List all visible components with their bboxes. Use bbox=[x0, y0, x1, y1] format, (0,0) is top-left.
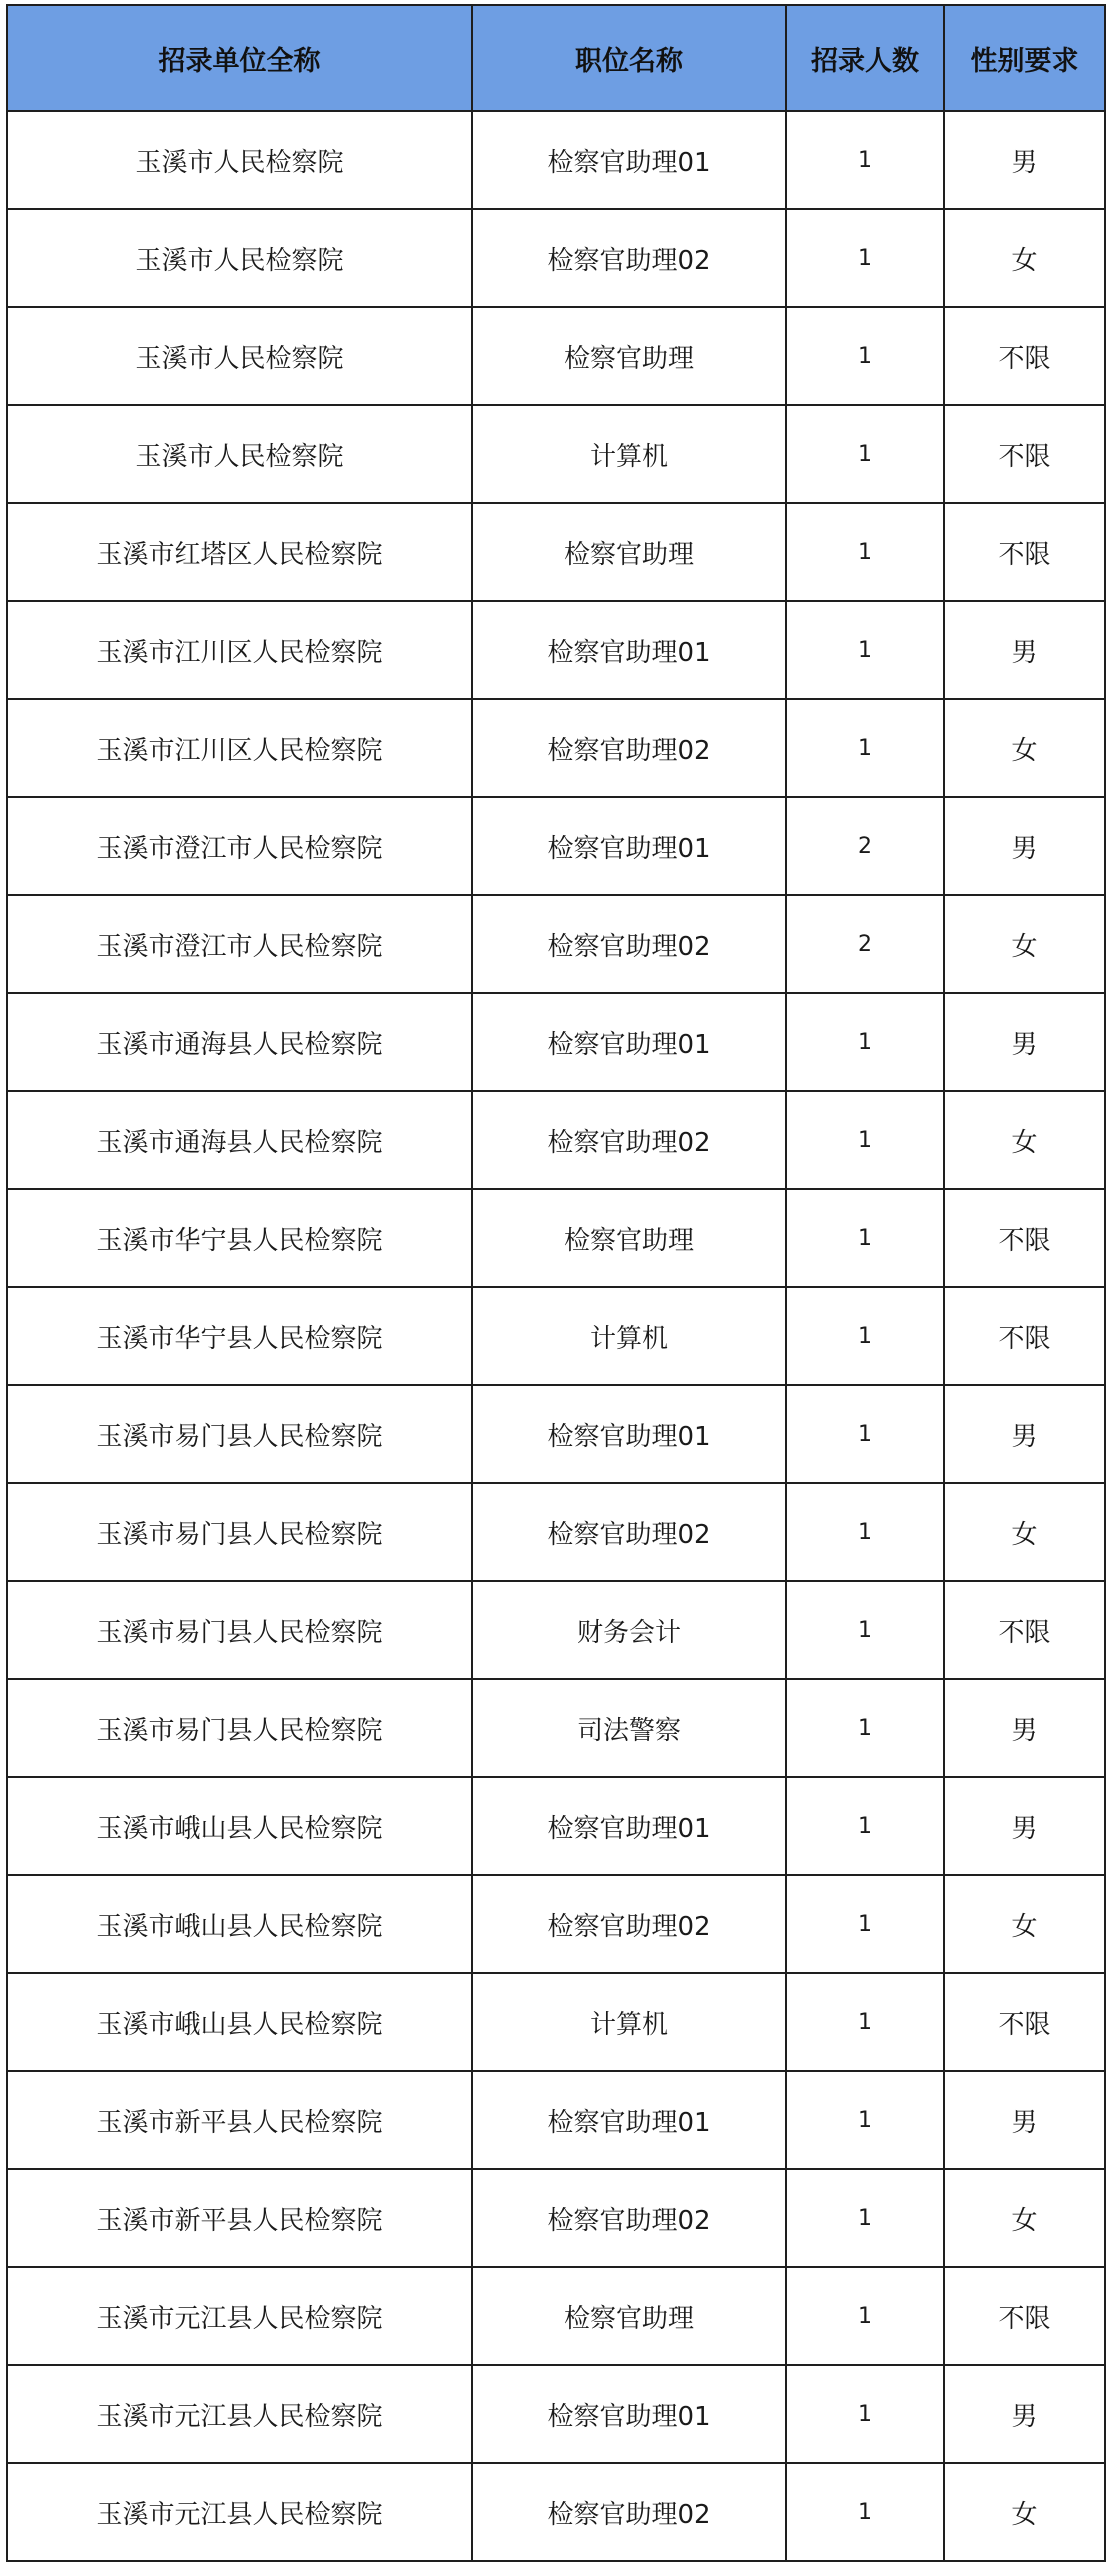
table-row bbox=[7, 993, 1105, 1091]
cell-unit-name: 玉溪市人民检察院 bbox=[7, 307, 472, 405]
cell-headcount: 1 bbox=[786, 1875, 944, 1973]
cell-unit-name: 玉溪市江川区人民检察院 bbox=[7, 601, 472, 699]
cell-gender-requirement: 男 bbox=[944, 1679, 1105, 1777]
cell-unit-name: 玉溪市易门县人民检察院 bbox=[7, 1385, 472, 1483]
cell-gender-requirement: 男 bbox=[944, 1385, 1105, 1483]
cell-position-name: 检察官助理01 bbox=[472, 1777, 786, 1875]
cell-position-name: 检察官助理02 bbox=[472, 1483, 786, 1581]
cell-position-name: 检察官助理01 bbox=[472, 111, 786, 209]
cell-position-name: 检察官助理 bbox=[472, 2267, 786, 2365]
cell-gender-requirement: 不限 bbox=[944, 2267, 1105, 2365]
table-row bbox=[7, 1287, 1105, 1385]
cell-unit-name: 玉溪市峨山县人民检察院 bbox=[7, 1973, 472, 2071]
header-headcount: 招录人数 bbox=[786, 5, 944, 111]
table-row bbox=[7, 2267, 1105, 2365]
cell-unit-name: 玉溪市新平县人民检察院 bbox=[7, 2071, 472, 2169]
cell-gender-requirement: 男 bbox=[944, 2365, 1105, 2463]
table-header-row bbox=[7, 5, 1105, 111]
cell-gender-requirement: 女 bbox=[944, 895, 1105, 993]
cell-position-name: 检察官助理02 bbox=[472, 895, 786, 993]
cell-gender-requirement: 不限 bbox=[944, 1973, 1105, 2071]
cell-position-name: 计算机 bbox=[472, 1973, 786, 2071]
table-row bbox=[7, 307, 1105, 405]
cell-headcount: 1 bbox=[786, 601, 944, 699]
cell-unit-name: 玉溪市澄江市人民检察院 bbox=[7, 797, 472, 895]
cell-position-name: 检察官助理02 bbox=[472, 1875, 786, 1973]
cell-headcount: 1 bbox=[786, 2267, 944, 2365]
cell-gender-requirement: 女 bbox=[944, 209, 1105, 307]
cell-unit-name: 玉溪市易门县人民检察院 bbox=[7, 1679, 472, 1777]
cell-position-name: 计算机 bbox=[472, 405, 786, 503]
cell-gender-requirement: 不限 bbox=[944, 1189, 1105, 1287]
cell-gender-requirement: 女 bbox=[944, 2169, 1105, 2267]
cell-position-name: 司法警察 bbox=[472, 1679, 786, 1777]
cell-position-name: 检察官助理01 bbox=[472, 601, 786, 699]
header-position-name: 职位名称 bbox=[472, 5, 786, 111]
cell-gender-requirement: 男 bbox=[944, 601, 1105, 699]
cell-unit-name: 玉溪市江川区人民检察院 bbox=[7, 699, 472, 797]
table-row bbox=[7, 797, 1105, 895]
cell-headcount: 1 bbox=[786, 1483, 944, 1581]
cell-unit-name: 玉溪市峨山县人民检察院 bbox=[7, 1875, 472, 1973]
cell-headcount: 1 bbox=[786, 1091, 944, 1189]
table-row bbox=[7, 1385, 1105, 1483]
cell-gender-requirement: 男 bbox=[944, 2071, 1105, 2169]
cell-unit-name: 玉溪市红塔区人民检察院 bbox=[7, 503, 472, 601]
table-row bbox=[7, 2071, 1105, 2169]
cell-headcount: 1 bbox=[786, 1777, 944, 1875]
cell-headcount: 1 bbox=[786, 1973, 944, 2071]
cell-headcount: 1 bbox=[786, 1581, 944, 1679]
table-row bbox=[7, 1973, 1105, 2071]
table-row bbox=[7, 895, 1105, 993]
table-row bbox=[7, 1679, 1105, 1777]
cell-gender-requirement: 不限 bbox=[944, 1581, 1105, 1679]
cell-gender-requirement: 女 bbox=[944, 1875, 1105, 1973]
cell-headcount: 1 bbox=[786, 993, 944, 1091]
cell-headcount: 1 bbox=[786, 2463, 944, 2561]
table-row bbox=[7, 111, 1105, 209]
cell-position-name: 检察官助理01 bbox=[472, 2071, 786, 2169]
table-row bbox=[7, 2365, 1105, 2463]
cell-position-name: 检察官助理02 bbox=[472, 699, 786, 797]
cell-gender-requirement: 女 bbox=[944, 2463, 1105, 2561]
cell-unit-name: 玉溪市易门县人民检察院 bbox=[7, 1581, 472, 1679]
cell-gender-requirement: 不限 bbox=[944, 503, 1105, 601]
cell-gender-requirement: 男 bbox=[944, 797, 1105, 895]
cell-gender-requirement: 男 bbox=[944, 993, 1105, 1091]
table-row bbox=[7, 1091, 1105, 1189]
table-row bbox=[7, 503, 1105, 601]
cell-headcount: 1 bbox=[786, 1189, 944, 1287]
cell-unit-name: 玉溪市元江县人民检察院 bbox=[7, 2267, 472, 2365]
cell-gender-requirement: 不限 bbox=[944, 307, 1105, 405]
cell-position-name: 财务会计 bbox=[472, 1581, 786, 1679]
cell-unit-name: 玉溪市通海县人民检察院 bbox=[7, 1091, 472, 1189]
cell-unit-name: 玉溪市人民检察院 bbox=[7, 209, 472, 307]
cell-unit-name: 玉溪市人民检察院 bbox=[7, 111, 472, 209]
cell-headcount: 1 bbox=[786, 2365, 944, 2463]
cell-gender-requirement: 男 bbox=[944, 1777, 1105, 1875]
table-row bbox=[7, 601, 1105, 699]
cell-position-name: 检察官助理02 bbox=[472, 1091, 786, 1189]
cell-headcount: 1 bbox=[786, 2169, 944, 2267]
table-row bbox=[7, 2463, 1105, 2561]
cell-position-name: 检察官助理02 bbox=[472, 2169, 786, 2267]
cell-unit-name: 玉溪市易门县人民检察院 bbox=[7, 1483, 472, 1581]
header-gender-requirement: 性别要求 bbox=[944, 5, 1105, 111]
cell-headcount: 1 bbox=[786, 405, 944, 503]
cell-unit-name: 玉溪市元江县人民检察院 bbox=[7, 2365, 472, 2463]
cell-position-name: 计算机 bbox=[472, 1287, 786, 1385]
cell-gender-requirement: 女 bbox=[944, 699, 1105, 797]
cell-unit-name: 玉溪市元江县人民检察院 bbox=[7, 2463, 472, 2561]
header-unit-name: 招录单位全称 bbox=[7, 5, 472, 111]
cell-position-name: 检察官助理02 bbox=[472, 2463, 786, 2561]
cell-position-name: 检察官助理 bbox=[472, 503, 786, 601]
cell-unit-name: 玉溪市华宁县人民检察院 bbox=[7, 1189, 472, 1287]
cell-headcount: 1 bbox=[786, 503, 944, 601]
table-body bbox=[7, 111, 1105, 2561]
cell-headcount: 2 bbox=[786, 797, 944, 895]
table-row bbox=[7, 699, 1105, 797]
cell-unit-name: 玉溪市通海县人民检察院 bbox=[7, 993, 472, 1091]
cell-gender-requirement: 男 bbox=[944, 111, 1105, 209]
cell-headcount: 1 bbox=[786, 699, 944, 797]
cell-gender-requirement: 女 bbox=[944, 1091, 1105, 1189]
cell-unit-name: 玉溪市华宁县人民检察院 bbox=[7, 1287, 472, 1385]
cell-headcount: 1 bbox=[786, 1679, 944, 1777]
table-row bbox=[7, 1777, 1105, 1875]
cell-headcount: 1 bbox=[786, 209, 944, 307]
cell-headcount: 2 bbox=[786, 895, 944, 993]
cell-position-name: 检察官助理 bbox=[472, 1189, 786, 1287]
cell-position-name: 检察官助理01 bbox=[472, 993, 786, 1091]
cell-unit-name: 玉溪市峨山县人民检察院 bbox=[7, 1777, 472, 1875]
recruitment-table bbox=[6, 4, 1106, 2562]
cell-headcount: 1 bbox=[786, 1385, 944, 1483]
cell-position-name: 检察官助理02 bbox=[472, 209, 786, 307]
cell-headcount: 1 bbox=[786, 2071, 944, 2169]
cell-unit-name: 玉溪市新平县人民检察院 bbox=[7, 2169, 472, 2267]
cell-position-name: 检察官助理01 bbox=[472, 1385, 786, 1483]
table-row bbox=[7, 2169, 1105, 2267]
table-row bbox=[7, 1189, 1105, 1287]
cell-gender-requirement: 不限 bbox=[944, 1287, 1105, 1385]
table-row bbox=[7, 1875, 1105, 1973]
cell-position-name: 检察官助理01 bbox=[472, 2365, 786, 2463]
cell-headcount: 1 bbox=[786, 111, 944, 209]
cell-gender-requirement: 不限 bbox=[944, 405, 1105, 503]
cell-position-name: 检察官助理 bbox=[472, 307, 786, 405]
table-row bbox=[7, 405, 1105, 503]
table-row bbox=[7, 209, 1105, 307]
table-row bbox=[7, 1483, 1105, 1581]
cell-position-name: 检察官助理01 bbox=[472, 797, 786, 895]
cell-unit-name: 玉溪市澄江市人民检察院 bbox=[7, 895, 472, 993]
cell-headcount: 1 bbox=[786, 307, 944, 405]
cell-headcount: 1 bbox=[786, 1287, 944, 1385]
cell-gender-requirement: 女 bbox=[944, 1483, 1105, 1581]
table-row bbox=[7, 1581, 1105, 1679]
cell-unit-name: 玉溪市人民检察院 bbox=[7, 405, 472, 503]
